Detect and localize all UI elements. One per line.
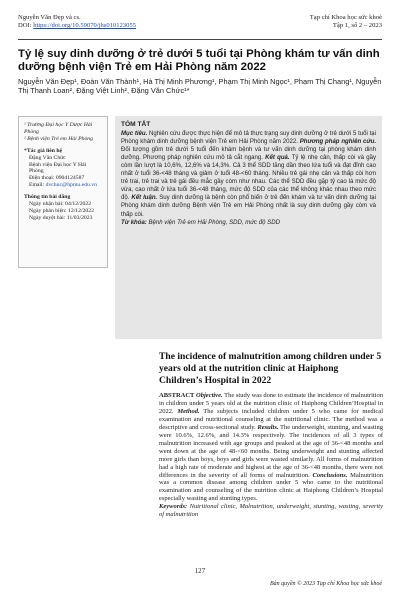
results-text-vn: Tỷ lệ nhẹ cân, thấp còi và gầy còm lần lượt là 10,6%, 12,6% và 14,3%. Cả 3 thể SDD tăng dần theo lứa tuổi và đạt đỉnh cao nhất ở tuổi 36-<48 tháng và giảm ở tuổi 48-<60 tháng. Nhiều trẻ gái nhẹ cân và thấp còi hơn trẻ trai, trẻ trai và trẻ gái đều mắc gầy còm như nhau. Các thể SDD đều gặp tỷ cao là mức độ vừa, cao nhất ở lứa tuổi 36-<48 tháng, mức độ SDD của các thể không khác nhau theo mức độ. bbox=[121, 155, 376, 202]
method-label-vn: Phương pháp nghiên cứu. bbox=[297, 139, 377, 146]
abstract-vn-heading: TÓM TẮT bbox=[121, 121, 151, 128]
conclusion-label-vn: Kết luận. bbox=[129, 195, 158, 202]
conclusion-text-vn: Suy dinh dưỡng là bệnh còn phổ biến ở trẻ đến khám và tư vấn dinh dưỡng tại Phòng khám dinh dưỡng Bệnh viện Trẻ em Hải Phòng nhất là suy dinh dưỡng gầy còm và thấp còi. bbox=[121, 195, 376, 218]
article-info-box bbox=[18, 116, 108, 268]
abstract-label-en: ABSTRACT bbox=[159, 392, 195, 399]
results-label-en: Results. bbox=[255, 423, 279, 431]
keywords-text-en: Nutritional clinic, Malnutrition, underweight, stunting, wasting, severity of malnutrition bbox=[159, 503, 383, 519]
results-text-en: The underweight, stunting, and wasting were 10.6%, 12.6%, and 14.3% respectively. The incidences of all 3 types of malnutrition increased with age groups and peaked at the age of 36-<48 months and went down at the age of 48-<60 months. Being underweight and stunting affected more girls than boys, boys and girls were wasted similarly. All forms of malnutrition had a high rate of moderate and highest at the age of 36-<48 months, there were not differences in the severity of all forms of malnutrition. bbox=[159, 423, 383, 479]
date-revised: Ngày phản biện: 12/12/2022 bbox=[29, 207, 94, 214]
header-left bbox=[18, 14, 136, 30]
affiliation-2: ² Bệnh viện Trẻ em Hải Phòng bbox=[24, 135, 93, 142]
results-label-vn: Kết quả. bbox=[262, 155, 290, 162]
method-label-en: Method. bbox=[173, 407, 200, 415]
header-authors: Nguyễn Văn Đẹp và cs. bbox=[18, 14, 81, 21]
page-number: 127 bbox=[194, 568, 206, 575]
header-doi bbox=[18, 22, 136, 30]
contact-name: Đặng Văn Chức bbox=[29, 154, 66, 161]
affiliation-1: ¹ Trường Đại học Y Dược Hải Phòng bbox=[24, 122, 93, 135]
header-right bbox=[310, 14, 382, 30]
conclusions-label-en: Conclusions. bbox=[309, 471, 348, 479]
article-title: Tỷ lệ suy dinh dưỡng ở trẻ dưới 5 tuổi tại Phòng khám tư vấn dinh dưỡng bệnh viện Trẻ em Hải Phòng năm 2022 bbox=[18, 48, 380, 73]
date-received: Ngày nhận bài: 04/12/2022 bbox=[29, 201, 92, 208]
keywords-label-en: Keywords: bbox=[159, 503, 188, 511]
contact-email-label: Email: bbox=[29, 182, 45, 189]
abstract-en-body bbox=[159, 392, 383, 503]
method-text-vn: Đối tượng gồm trẻ dưới 5 tuổi đến khám bệnh và tư vấn dinh dưỡng tại phòng khám dinh dưỡng. Phương pháp nghiên cứu mô tả cắt ngang. bbox=[121, 147, 376, 162]
keywords-label-vn: Từ khóa: bbox=[121, 219, 147, 226]
journal-volume: Tập 1, số 2 – 2023 bbox=[332, 22, 382, 29]
contact-phone: Điện thoại: 0904124587 bbox=[29, 175, 85, 182]
doi-label: DOI: bbox=[18, 22, 32, 29]
running-header bbox=[18, 12, 382, 40]
conclusions-text-en: Malnutrition was a common disease among children under 5 who came to the nutritional examination and counseling of the nutrition clinic at Haiphong Children’s Hospital especially wasting and stunting types. bbox=[159, 471, 384, 503]
vietnamese-abstract bbox=[115, 116, 382, 339]
copyright-footer: Bản quyền © 2023 Tạp chí Khoa học sức khoẻ bbox=[270, 581, 382, 587]
contact-email-row bbox=[24, 182, 102, 189]
abstract-vn-body bbox=[121, 130, 376, 219]
contact-org: Bệnh viện Đại học Y Hải Phòng bbox=[29, 161, 87, 175]
objective-label-en: Objective. bbox=[194, 392, 223, 399]
keywords-en bbox=[159, 503, 383, 519]
english-abstract bbox=[159, 392, 383, 519]
journal-name: Tạp chí Khoa học sức khoẻ bbox=[309, 14, 382, 21]
author-list: Nguyễn Văn Đẹp¹, Đoàn Văn Thành¹, Hà Thị Minh Phương¹, Phạm Thị Minh Ngọc¹, Phạm Thị Chang¹, Nguyễn Thị Thanh Loan², Đặng Việt Linh², Đặng Văn Chức¹* bbox=[18, 77, 382, 96]
doi-link[interactable]: https://doi.org/10.59070/jhs010123055 bbox=[33, 22, 137, 29]
contact-email-link[interactable]: dvchuc@hpmu.edu.vn bbox=[45, 182, 97, 189]
objective-text-vn: Nghiên cứu được thực hiện để mô tả thực trạng suy dinh dưỡng ở trẻ dưới 5 tuổi tại Phòng khám dinh dưỡng bệnh viện Trẻ em Hải Phòng năm 2022. bbox=[121, 131, 376, 146]
contact-heading: *Tác giả liên hệ bbox=[24, 147, 63, 154]
objective-text-en: The study was done to estimate the incidence of malnutrition in children under 5 years old at the nutrition clinic of Haiphong Children’Hospital in 2022. bbox=[159, 392, 383, 415]
date-accepted: Ngày duyệt bài: 11/03/2023 bbox=[29, 214, 93, 221]
method-text-en: The subjects included children under 5 who came for medical examination and nutritional counseling at the nutritional clinic. The method was a descriptive and cross-sectional study. bbox=[159, 407, 383, 431]
article-info-heading: Thông tin bài đăng bbox=[24, 194, 71, 201]
objective-label-vn: Mục tiêu. bbox=[121, 131, 148, 138]
keywords-text-vn: Bệnh viện Trẻ em Hải Phòng, SDD, mức độ SDD bbox=[146, 219, 280, 226]
english-title: The incidence of malnutrition among children under 5 years old at the nutrition clinic at Haiphong Children’s Hospital in 2022 bbox=[159, 351, 382, 386]
keywords-vn bbox=[121, 219, 376, 227]
